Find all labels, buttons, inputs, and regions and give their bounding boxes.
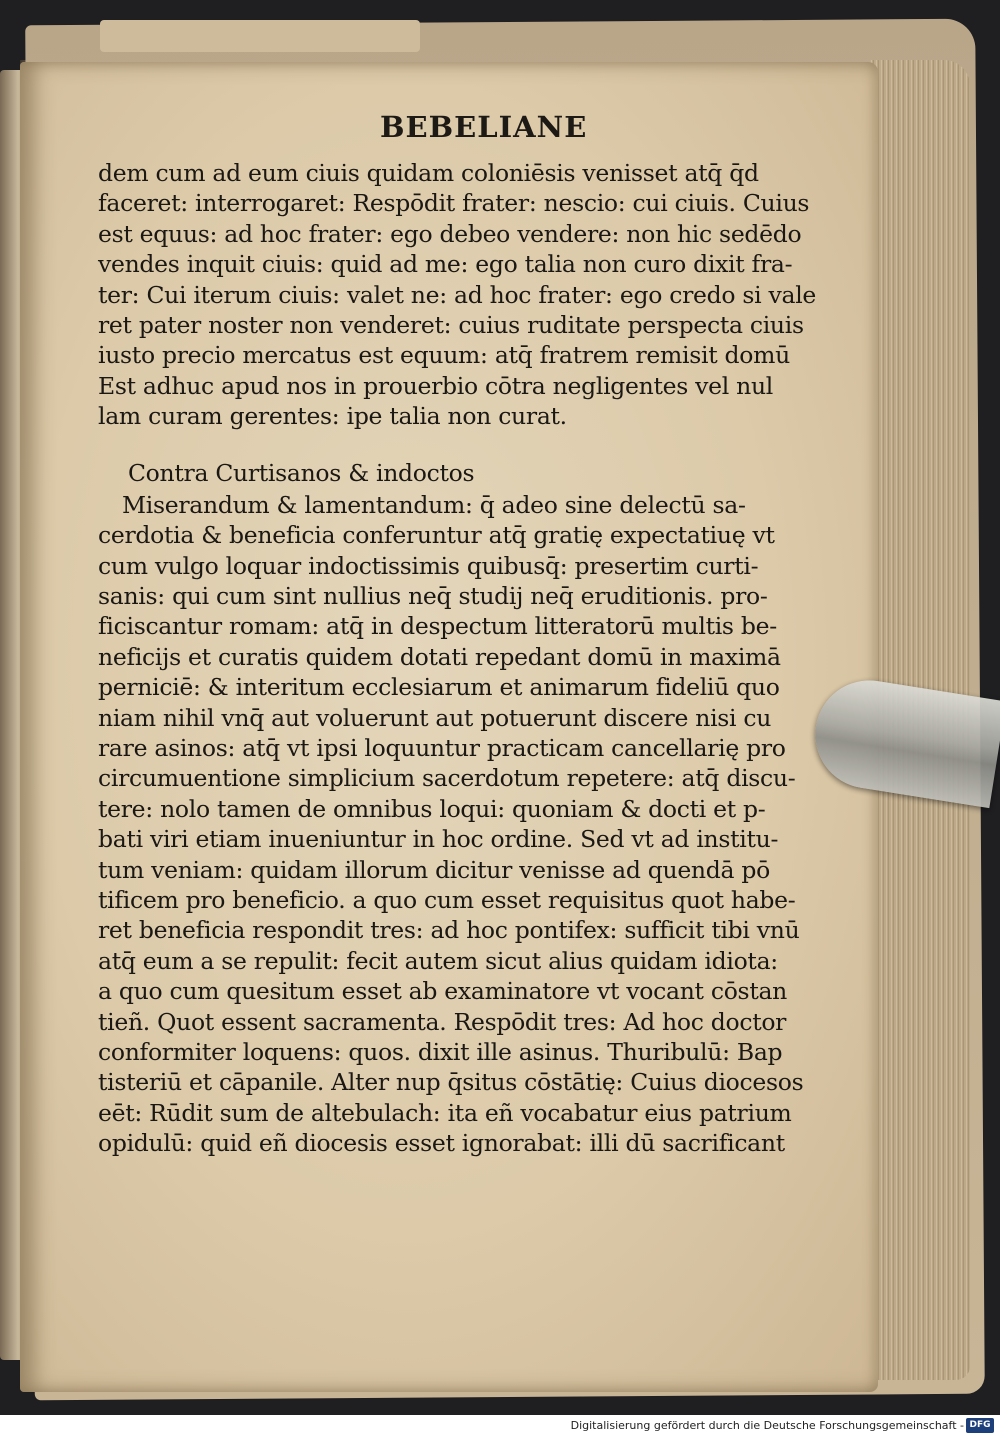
text-line: iusto precio mercatus est equum: atq̄ fratrem remisit domū — [98, 341, 790, 370]
text-line: ret beneficia respondit tres: ad hoc pontifex: sufficit tibi vnū — [98, 916, 800, 945]
text-line: lam curam gerentes: ipe talia non curat. — [98, 402, 567, 431]
text-line: cum vulgo loquar indoctissimis quibusq̄: presertim curti- — [98, 551, 759, 580]
text-line: cerdotia & beneficia conferuntur atq̄ gratię expectatiuę vt — [98, 521, 775, 550]
text-line: tere: nolo tamen de omnibus loqui: quoniam & docti et p- — [98, 794, 766, 823]
top-page-edge — [100, 20, 420, 52]
text-line: bati viri etiam inueniuntur in hoc ordine. Sed vt ad institu- — [98, 825, 779, 854]
text-line: a quo cum quesitum esset ab examinatore vt vocant cōstan — [98, 977, 788, 1006]
text-line: niam nihil vnq̄ aut voluerunt aut potuerunt discere nisi cu — [98, 703, 772, 732]
text-line: Miserandum & lamentandum: q̄ adeo sine delectū sa- — [122, 490, 746, 519]
text-line: circumuentione simplicium sacerdotum repetere: atq̄ discu- — [98, 764, 796, 793]
paragraph-1 — [98, 158, 817, 432]
footer-bar — [0, 1415, 1000, 1437]
text-line: Est adhuc apud nos in prouerbio cōtra negligentes vel nul — [98, 371, 774, 400]
section-heading: Contra Curtisanos & indoctos — [128, 458, 475, 487]
text-line: dem cum ad eum ciuis quidam coloniēsis venisset atq̄ q̄d — [98, 159, 759, 187]
text-line: eēt: Rūdit sum de altebulach: ita eñ vocabatur eius patrium — [98, 1098, 792, 1127]
dfg-logo: DFG — [966, 1418, 994, 1433]
text-line: faceret: interrogaret: Respōdit frater: nescio: cui ciuis. Cuius — [98, 189, 810, 218]
text-line: est equus: ad hoc frater: ego debeo vendere: non hic sedēdo — [98, 219, 802, 248]
running-header: BEBELIANE — [380, 110, 588, 144]
text-line: rare asinos: atq̄ vt ipsi loquuntur practicam cancellarię pro — [98, 734, 786, 763]
text-line: opidulū: quid eñ diocesis esset ignorabat: illi dū sacrificant — [98, 1129, 785, 1158]
text-line: perniciē: & interitum ecclesiarum et animarum fideliū quo — [98, 673, 780, 702]
text-line: sanis: qui cum sint nullius neq̄ studij neq̄ eruditionis. pro- — [98, 582, 768, 611]
text-line: atq̄ eum a se repulit: fecit autem sicut alius quidam idiota: — [98, 946, 778, 975]
text-line: vendes inquit ciuis: quid ad me: ego talia non curo dixit fra- — [98, 250, 793, 279]
text-line: conformiter loquens: quos. dixit ille asinus. Thuribulū: Bap — [98, 1037, 783, 1066]
page-text — [98, 158, 817, 1159]
text-line: ficiscantur romam: atq̄ in despectum litteratorū multis be- — [98, 612, 777, 641]
text-line: tum veniam: quidam illorum dicitur venisse ad quendā pō — [98, 855, 770, 884]
text-line: tieñ. Quot essent sacramenta. Respōdit tres: Ad hoc doctor — [98, 1007, 787, 1036]
text-line: tisteriū et cāpanile. Alter nup q̄situs cōstātię: Cuius diocesos — [98, 1068, 804, 1097]
text-line: ter: Cui iterum ciuis: valet ne: ad hoc frater: ego credo si vale — [98, 280, 817, 309]
paragraph-2 — [98, 490, 804, 1159]
text-line: tificem pro beneficio. a quo cum esset requisitus quot habe- — [98, 885, 796, 914]
text-line: neficijs et curatis quidem dotati repedant domū in maximā — [98, 642, 781, 671]
text-line: ret pater noster non venderet: cuius ruditate perspecta ciuis — [98, 310, 804, 339]
funding-credit: Digitalisierung gefördert durch die Deutsche Forschungsgemeinschaft - — [570, 1419, 964, 1432]
